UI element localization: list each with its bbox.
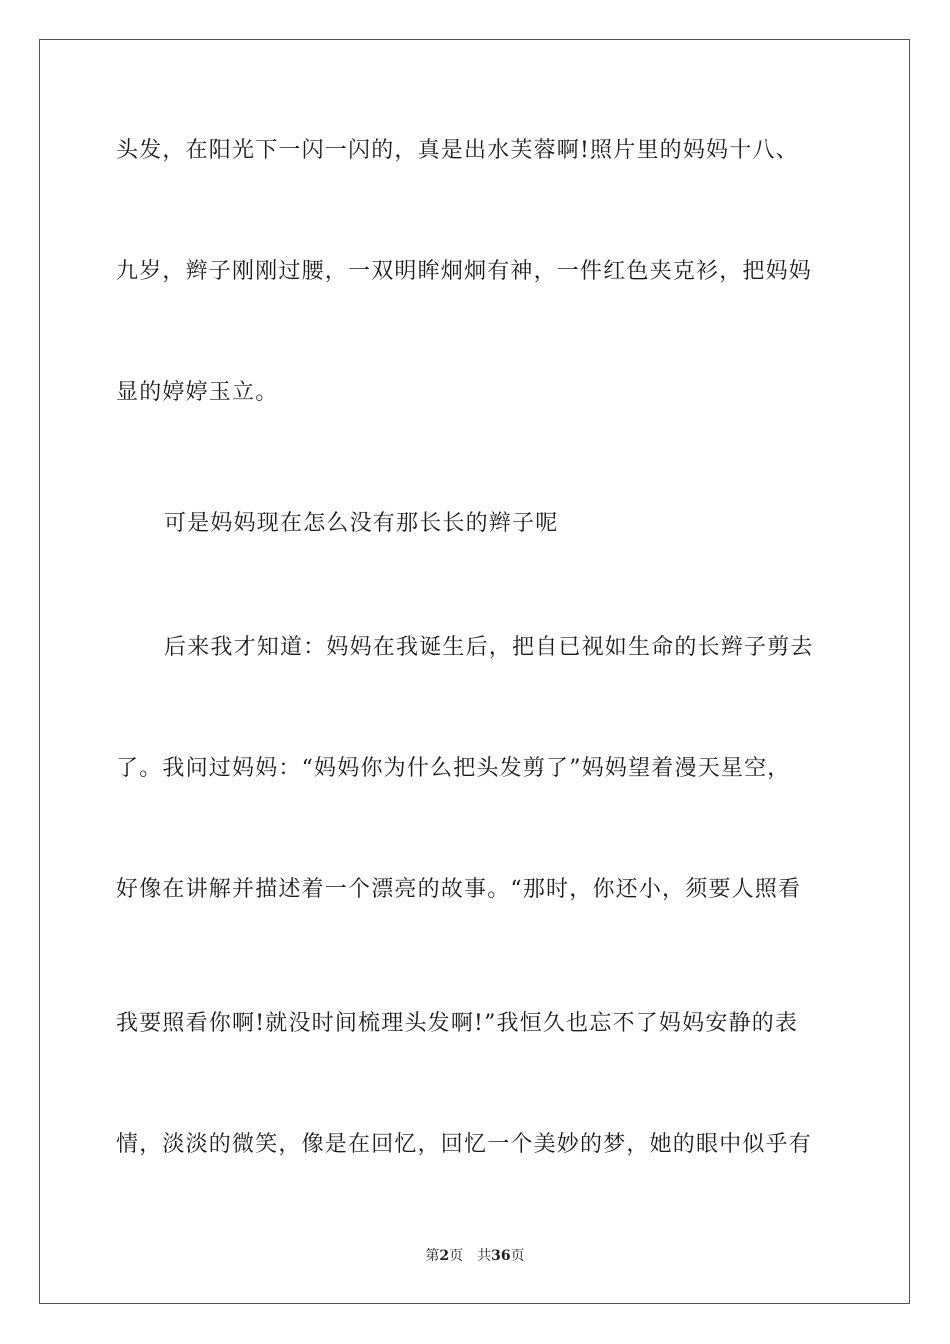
page-prefix: 第 [425,1248,440,1264]
body-line-5: 后来我才知道：妈妈在我诞生后，把自已视如生命的长辫子剪去 [164,635,814,660]
total-suffix: 页 [510,1248,525,1264]
body-line-4: 可是妈妈现在怎么没有那长长的辫子呢 [164,511,559,536]
body-line-3: 显的婷婷玉立。 [116,380,279,405]
body-line-8: 我要照看你啊!就没时间梳理头发啊!”我恒久也忘不了妈妈安静的表 [116,1011,799,1036]
body-line-7: 好像在讲解并描述着一个漂亮的故事。“那时，你还小，须要人照看 [116,877,802,902]
page-border [39,39,910,1304]
body-line-2: 九岁，辫子刚刚过腰，一双明眸炯炯有神，一件红色夹克衫，把妈妈 [116,259,813,284]
page-footer [0,1247,950,1265]
page-suffix: 页 [449,1248,464,1264]
total-pages: 36 [491,1248,511,1264]
total-prefix: 共 [477,1248,492,1264]
body-line-9: 情，淡淡的微笑，像是在回忆，回忆一个美妙的梦，她的眼中似乎有 [116,1132,813,1157]
page-number: 2 [439,1248,450,1264]
body-line-1: 头发，在阳光下一闪一闪的，真是出水芙蓉啊!照片里的妈妈十八、 [116,138,799,163]
body-line-6: 了。我问过妈妈：“妈妈你为什么把头发剪了”妈妈望着漫天星空， [116,756,791,781]
